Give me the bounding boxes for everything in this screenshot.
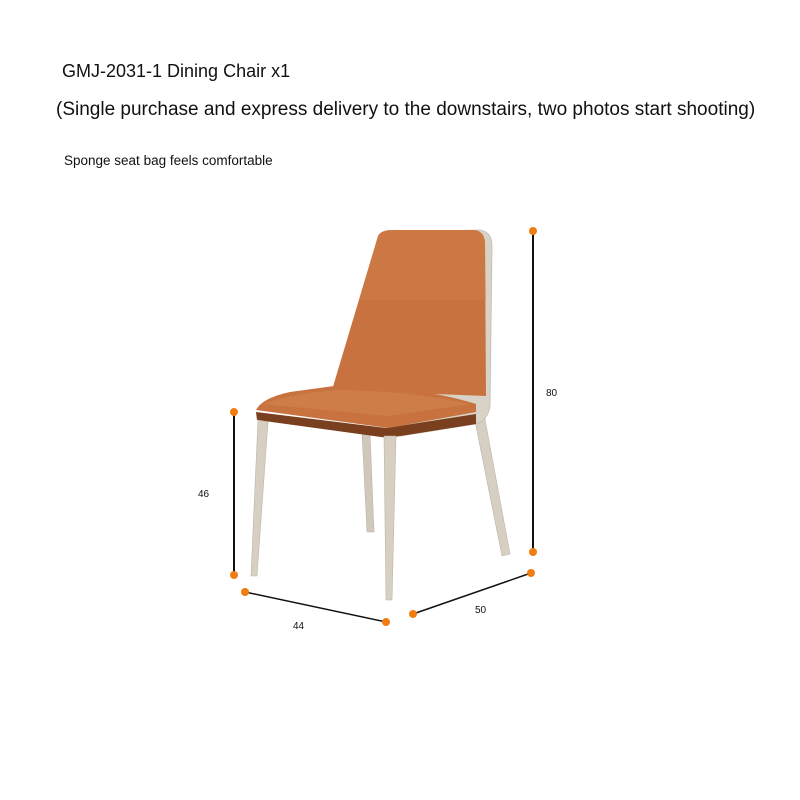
depth-label: 50 [475, 605, 487, 616]
dimension-dot [529, 548, 537, 556]
front-right-leg [384, 436, 396, 600]
width-line [245, 592, 386, 622]
dimension-dot [382, 618, 390, 626]
dimension-dot [241, 588, 249, 596]
dimension-dot [409, 610, 417, 618]
dimension-dot [230, 571, 238, 579]
dining-chair-icon [251, 230, 510, 600]
back-left-leg [362, 432, 374, 532]
dimension-dot [230, 408, 238, 416]
width-label: 44 [293, 621, 305, 632]
dimension-dot [529, 227, 537, 235]
seat-height-label: 46 [198, 489, 210, 500]
product-title: GMJ-2031-1 Dining Chair x1 [62, 61, 291, 81]
depth-line [413, 573, 531, 614]
front-left-leg [251, 420, 268, 576]
dimension-dot [527, 569, 535, 577]
total-height-label: 80 [546, 388, 558, 399]
back-right-leg [474, 414, 510, 556]
product-subtitle: (Single purchase and express delivery to the downstairs, two photos start shooting) [56, 99, 756, 120]
feature-note: Sponge seat bag feels comfortable [64, 153, 273, 168]
